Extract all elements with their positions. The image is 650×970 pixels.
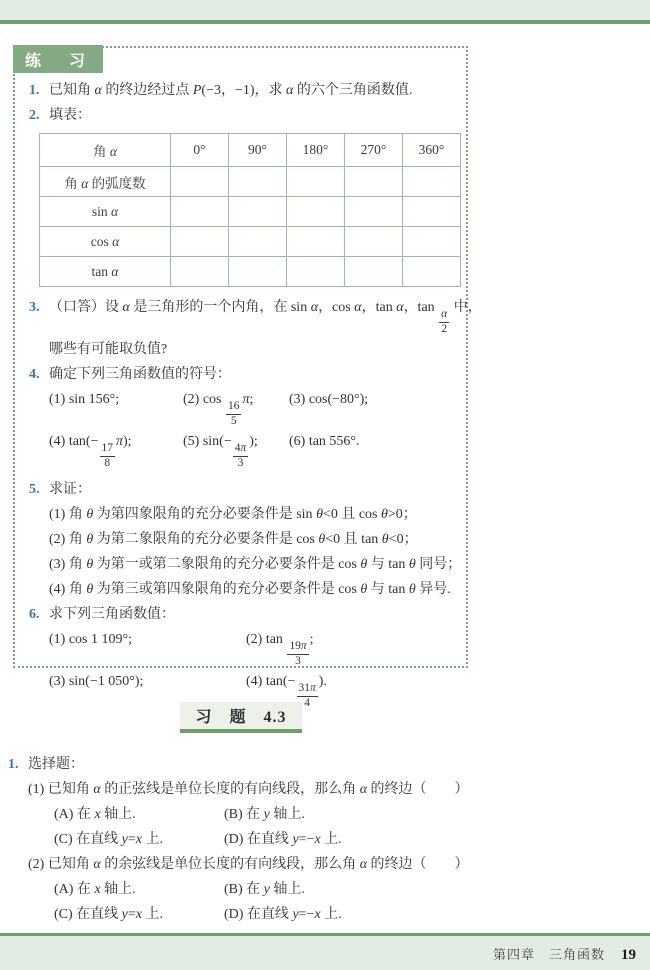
math-expression: (2) tan $\frac{19\pi}{3}$ ; [246, 631, 314, 667]
table-row-sin [40, 197, 461, 227]
chapter-label: 第四章 三角函数 [492, 947, 605, 962]
option-b: (B) 在 y 轴上. [224, 807, 305, 822]
problem-3 [29, 295, 482, 362]
problem-6-items-row-1 [49, 627, 464, 669]
table-empty-cell [171, 227, 229, 257]
math-expression: (1) sin 156°; [49, 391, 120, 407]
question-1-2-options-cd [28, 902, 478, 927]
problem-3-line-2: 哪些有可能取负值? [49, 341, 168, 357]
problem-5-item: (3) 角 θ 为第一或第二象限角的充分必要条件是 cos θ 与 tan θ 同号； [49, 556, 462, 572]
math-expression: (1) cos 1 109°; [49, 631, 132, 647]
table-header-cell: 角 α [40, 134, 171, 167]
option-c: (C) 在直线 y=x 上. [54, 832, 164, 847]
problem-2 [29, 103, 464, 128]
table-empty-cell [403, 197, 461, 227]
table-row-radians [40, 167, 461, 197]
math-expression: (4) tan(− $\frac{31\pi}{4}$ ). [246, 673, 327, 709]
problem-1-text: 已知角 α 的终边经过点 P(−3，−1)，求 α 的六个三角函数值. [49, 83, 413, 98]
question-1 [8, 752, 478, 927]
math-expression: (6) tan 556°. [289, 433, 360, 449]
exercise-heading: 习 题 4.3 [180, 702, 302, 733]
option-a: (A) 在 x 轴上. [54, 882, 136, 897]
option-d: (D) 在直线 y=−x 上. [224, 832, 342, 847]
math-expression: (3) cos(−80°); [289, 391, 369, 407]
problem-5-intro: 求证： [49, 481, 91, 497]
problem-1 [29, 78, 464, 103]
page-top-margin-strip [0, 0, 650, 20]
practice-section-title: 练 习 [13, 45, 103, 73]
page-footer [0, 933, 650, 970]
table-row-label: cos α [40, 227, 171, 257]
table-empty-cell [403, 257, 461, 287]
table-row-label: sin α [40, 197, 171, 227]
option-d: (D) 在直线 y=−x 上. [224, 907, 342, 922]
question-1-1-options-ab [28, 802, 478, 827]
question-1-2-options-ab [28, 877, 478, 902]
problem-5-item: (4) 角 θ 为第三或第四象限角的充分必要条件是 cos θ 与 tan θ 异号. [49, 581, 451, 597]
problem-2-text: 填表： [49, 108, 91, 123]
question-1-2-stem: (2) 已知角 α 的余弦线是单位长度的有向线段，那么角 α 的终边（ ） [28, 857, 469, 872]
problem-6 [29, 602, 464, 711]
problem-5 [29, 477, 464, 602]
option-b: (B) 在 y 轴上. [224, 882, 305, 897]
table-empty-cell [345, 197, 403, 227]
question-1-1-stem: (1) 已知角 α 的正弦线是单位长度的有向线段，那么角 α 的终边（ ） [28, 782, 469, 797]
question-1-intro: 选择题： [28, 757, 84, 772]
problem-6-intro: 求下列三角函数值： [49, 606, 175, 622]
table-row-cos [40, 227, 461, 257]
table-empty-cell [229, 197, 287, 227]
math-expression: (3) sin(−1 050°); [49, 673, 144, 689]
problem-4-items-row-2 [49, 429, 464, 471]
table-header-cell: 270° [345, 134, 403, 167]
problem-3-number: 3. [29, 300, 40, 315]
table-empty-cell [171, 197, 229, 227]
problem-5-item: (1) 角 θ 为第四象限角的充分必要条件是 sin θ<0 且 cos θ>0； [49, 506, 417, 522]
table-empty-cell [229, 257, 287, 287]
table-row-tan [40, 257, 461, 287]
table-empty-cell [287, 167, 345, 197]
practice-content [15, 48, 482, 710]
table-header-cell: 180° [287, 134, 345, 167]
table-empty-cell [287, 227, 345, 257]
table-header-cell: 0° [171, 134, 229, 167]
table-header-cell: 90° [229, 134, 287, 167]
table-row-label: 角 α 的弧度数 [40, 167, 171, 197]
fraction: $\frac{19\pi}{3}$ [289, 639, 307, 667]
table-row-label: tan α [40, 257, 171, 287]
table-empty-cell [287, 257, 345, 287]
problem-5-item: (2) 角 θ 为第二象限角的充分必要条件是 cos θ<0 且 tan θ<0； [49, 531, 418, 547]
problem-2-number: 2. [29, 108, 40, 123]
table-empty-cell [229, 227, 287, 257]
table-empty-cell [345, 227, 403, 257]
practice-section [13, 46, 482, 709]
problem-4 [29, 362, 464, 471]
math-expression: (5) sin(− $\frac{4\pi}{3}$ ); [183, 433, 258, 469]
fill-in-table [39, 133, 461, 287]
question-1-number: 1. [8, 757, 19, 772]
option-c: (C) 在直线 y=x 上. [54, 907, 164, 922]
fraction: $\frac{16}{5}$ [228, 400, 240, 427]
problem-4-items-row-1 [49, 387, 464, 429]
math-expression: (4) tan(− $\frac{17}{8}$ π); [49, 433, 132, 469]
fraction: $\frac{31\pi}{4}$ [298, 681, 316, 709]
problem-3-line-1: （口答）设 α 是三角形的一个内角，在 sin α，cos α，tan α，tan $\frac{\alpha}{2}$ 中， [49, 300, 482, 336]
table-empty-cell [403, 227, 461, 257]
page-top-rule [0, 20, 650, 24]
question-1-1-options-cd [28, 827, 478, 852]
math-expression: (2) cos $\frac{16}{5}$ π; [183, 391, 254, 427]
exercise-section [8, 752, 478, 927]
fraction: $\frac{4\pi}{3}$ [234, 442, 247, 469]
table-header-cell: 360° [403, 134, 461, 167]
table-empty-cell [171, 257, 229, 287]
table-empty-cell [345, 167, 403, 197]
table-empty-cell [171, 167, 229, 197]
problem-4-intro: 确定下列三角函数值的符号： [49, 366, 231, 382]
table-empty-cell [229, 167, 287, 197]
fraction: $\frac{17}{8}$ [101, 442, 113, 469]
problem-5-number: 5. [29, 481, 40, 497]
option-a: (A) 在 x 轴上. [54, 807, 136, 822]
problem-6-number: 6. [29, 606, 40, 622]
fraction: $\frac{\alpha}{2}$ [441, 308, 448, 336]
table-empty-cell [345, 257, 403, 287]
page-number: 19 [621, 947, 636, 963]
table-empty-cell [287, 197, 345, 227]
table-empty-cell [403, 167, 461, 197]
table-header-row [40, 134, 461, 167]
problem-1-number: 1. [29, 83, 40, 98]
problem-4-number: 4. [29, 366, 40, 382]
